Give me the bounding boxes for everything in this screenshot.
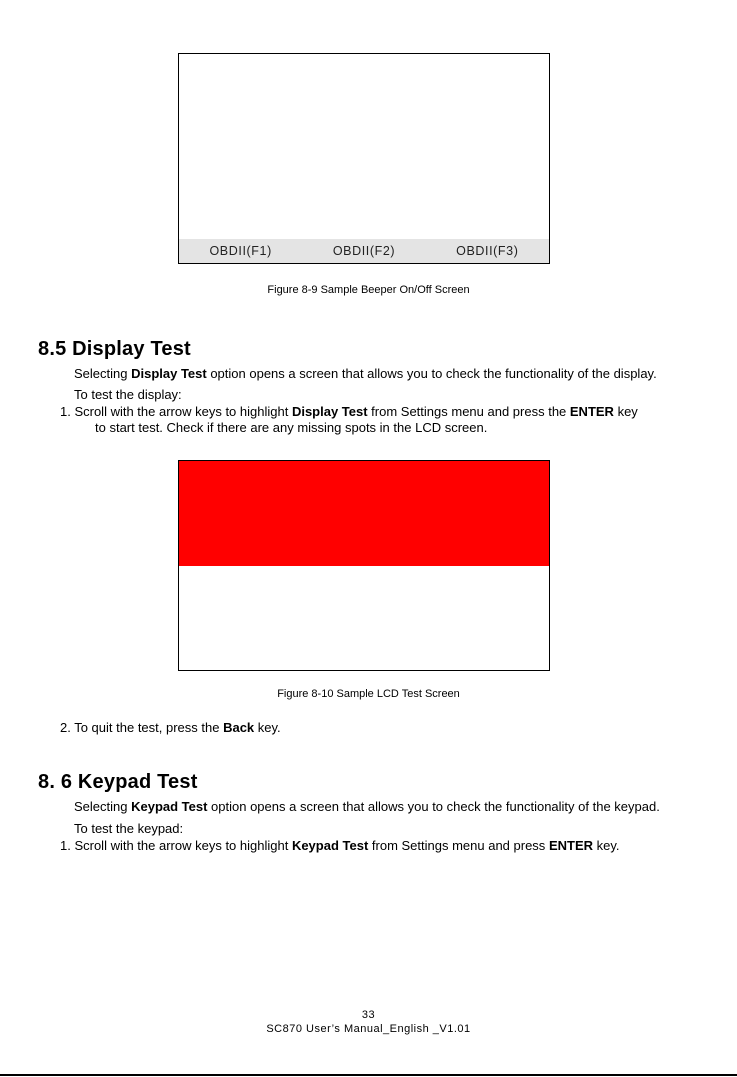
figure-8-10-caption: Figure 8-10 Sample LCD Test Screen <box>277 688 460 700</box>
display-test-step-1-continued: to start test. Check if there are any missing spots in the LCD screen. <box>95 420 488 435</box>
intro-bold: Display Test <box>131 366 207 381</box>
f2-key-label: OBDII(F2) <box>332 244 396 258</box>
step-bold: Back <box>223 720 255 735</box>
step-text: from Settings menu and press <box>368 838 549 853</box>
lcd-test-screen-figure <box>178 460 550 671</box>
function-key-bar <box>179 239 549 263</box>
intro-text: Selecting <box>74 366 132 381</box>
intro-text: Selecting <box>74 799 132 814</box>
step-bold: ENTER <box>548 838 593 853</box>
step-text: from Settings menu and press the <box>367 404 570 419</box>
step-bold: Keypad Test <box>291 838 369 853</box>
keypad-test-intro <box>74 798 660 815</box>
intro-bold: Keypad Test <box>131 799 208 814</box>
f1-key-label: OBDII(F1) <box>209 244 272 258</box>
intro-text: option opens a screen that allows you to check the functionality of the display. <box>206 366 657 381</box>
figure-8-9-caption: Figure 8-9 Sample Beeper On/Off Screen <box>267 284 470 296</box>
display-test-step-1 <box>60 403 638 420</box>
step-text: 1. Scroll with the arrow keys to highlight <box>60 838 292 853</box>
display-test-intro <box>74 365 657 382</box>
step-text: key <box>613 404 638 419</box>
page-number: 33 <box>361 1009 376 1021</box>
display-test-step-2 <box>60 719 281 736</box>
bottom-rule <box>0 1074 737 1076</box>
intro-text: option opens a screen that allows you to check the functionality of the keypad. <box>207 799 660 814</box>
manual-title-footer: SC870 User’s Manual_English _V1.01 <box>266 1023 471 1035</box>
display-test-to-test: To test the display: <box>74 387 182 402</box>
step-text: key. <box>254 720 281 735</box>
step-text: 1. Scroll with the arrow keys to highlight <box>60 404 292 419</box>
keypad-test-to-test: To test the keypad: <box>74 821 184 836</box>
keypad-test-step-1 <box>60 837 620 854</box>
beeper-screen-figure <box>178 53 550 264</box>
step-text: key. <box>593 838 620 853</box>
step-bold: ENTER <box>569 404 614 419</box>
step-bold: Display Test <box>291 404 368 419</box>
section-heading-display-test: 8.5 Display Test <box>38 338 191 360</box>
section-heading-keypad-test: 8. 6 Keypad Test <box>38 771 198 793</box>
lcd-test-red-band <box>179 461 549 566</box>
f3-key-label: OBDII(F3) <box>456 244 519 258</box>
step-text: 2. To quit the test, press the <box>60 720 224 735</box>
